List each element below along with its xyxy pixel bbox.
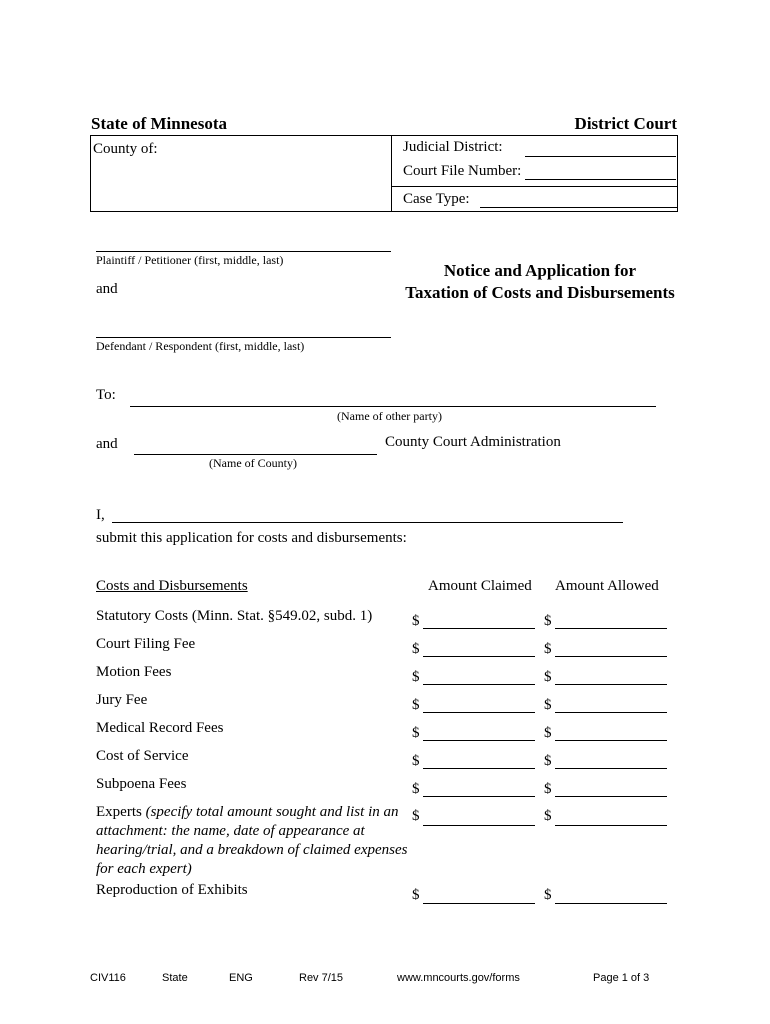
footer-language: ENG <box>229 972 253 984</box>
judicial-district-field[interactable] <box>525 156 676 157</box>
applicant-name-field[interactable] <box>112 522 623 523</box>
i-label: I, <box>96 507 105 523</box>
cost-label-subpoena: Subpoena Fees <box>96 776 187 792</box>
cost-label-medical: Medical Record Fees <box>96 720 224 736</box>
footer-page-number: Page 1 of 3 <box>593 972 650 984</box>
allowed-amount-field[interactable] <box>555 903 667 904</box>
allowed-currency: $ <box>544 808 552 824</box>
footer-revision: Rev 7/15 <box>299 972 344 984</box>
caption-divider <box>391 136 392 211</box>
claimed-amount-field[interactable] <box>423 684 535 685</box>
court-file-number-label: Court File Number: <box>403 163 522 179</box>
defendant-field[interactable] <box>96 337 391 338</box>
claimed-currency: $ <box>412 808 420 824</box>
allowed-amount-field[interactable] <box>555 768 667 769</box>
claimed-currency: $ <box>412 887 420 903</box>
case-type-label: Case Type: <box>403 191 470 207</box>
claimed-currency: $ <box>412 613 420 629</box>
allowed-amount-field[interactable] <box>555 628 667 629</box>
allowed-amount-field[interactable] <box>555 712 667 713</box>
claimed-currency: $ <box>412 781 420 797</box>
claimed-amount-field[interactable] <box>423 903 535 904</box>
plaintiff-field[interactable] <box>96 251 391 252</box>
claimed-amount-field[interactable] <box>423 796 535 797</box>
county-label: County of: <box>93 141 158 157</box>
amount-claimed-heading: Amount Claimed <box>428 578 532 594</box>
experts-label: Experts <box>96 804 142 820</box>
allowed-currency: $ <box>544 669 552 685</box>
judicial-district-label: Judicial District: <box>403 139 503 155</box>
other-party-caption: (Name of other party) <box>337 409 442 423</box>
claimed-currency: $ <box>412 641 420 657</box>
county-caption: (Name of County) <box>209 456 297 470</box>
defendant-caption: Defendant / Respondent (first, middle, last) <box>96 339 305 353</box>
caption-row-divider <box>392 186 678 187</box>
allowed-currency: $ <box>544 781 552 797</box>
claimed-amount-field[interactable] <box>423 712 535 713</box>
plaintiff-caption: Plaintiff / Petitioner (first, middle, last) <box>96 253 284 267</box>
claimed-amount-field[interactable] <box>423 825 535 826</box>
allowed-currency: $ <box>544 753 552 769</box>
allowed-currency: $ <box>544 887 552 903</box>
experts-note: (specify total amount sought and list in an attachment: the name, date of appearance at hearing/trial, and a breakdown of claimed expenses for each expert) <box>96 804 408 877</box>
other-party-field[interactable] <box>130 406 656 407</box>
allowed-amount-field[interactable] <box>555 656 667 657</box>
cost-label-experts <box>96 803 411 879</box>
cost-label-motion: Motion Fees <box>96 664 172 680</box>
allowed-amount-field[interactable] <box>555 740 667 741</box>
footer-website[interactable]: www.mncourts.gov/forms <box>397 972 520 984</box>
allowed-amount-field[interactable] <box>555 825 667 826</box>
amount-allowed-heading: Amount Allowed <box>555 578 659 594</box>
cost-label-reproduction: Reproduction of Exhibits <box>96 882 248 898</box>
allowed-amount-field[interactable] <box>555 684 667 685</box>
footer-form-code: CIV116 <box>90 972 126 984</box>
claimed-amount-field[interactable] <box>423 628 535 629</box>
claimed-amount-field[interactable] <box>423 740 535 741</box>
claimed-amount-field[interactable] <box>423 768 535 769</box>
allowed-currency: $ <box>544 725 552 741</box>
form-title <box>400 260 680 304</box>
caption-box <box>90 135 678 212</box>
claimed-amount-field[interactable] <box>423 656 535 657</box>
county-name-field[interactable] <box>134 454 377 455</box>
case-type-field[interactable] <box>480 207 678 208</box>
state-title: State of Minnesota <box>91 114 227 133</box>
parties-and-label: and <box>96 281 118 297</box>
claimed-currency: $ <box>412 669 420 685</box>
cost-label-filing: Court Filing Fee <box>96 636 196 652</box>
allowed-currency: $ <box>544 697 552 713</box>
notice-and-label: and <box>96 436 118 452</box>
form-title-line2: Taxation of Costs and Disbursements <box>405 283 675 302</box>
allowed-currency: $ <box>544 613 552 629</box>
claimed-currency: $ <box>412 753 420 769</box>
to-label: To: <box>96 387 116 403</box>
claimed-currency: $ <box>412 697 420 713</box>
allowed-amount-field[interactable] <box>555 796 667 797</box>
cost-label-jury: Jury Fee <box>96 692 148 708</box>
form-title-line1: Notice and Application for <box>443 261 637 280</box>
cost-label-statutory: Statutory Costs (Minn. Stat. §549.02, subd. 1) <box>96 608 373 624</box>
costs-heading: Costs and Disbursements <box>96 578 248 594</box>
court-file-number-field[interactable] <box>525 179 676 180</box>
allowed-currency: $ <box>544 641 552 657</box>
claimed-currency: $ <box>412 725 420 741</box>
court-title: District Court <box>574 114 677 133</box>
cost-label-service: Cost of Service <box>96 748 189 764</box>
county-admin-text: County Court Administration <box>385 434 561 450</box>
submit-text: submit this application for costs and disbursements: <box>96 530 407 546</box>
footer-state: State <box>162 972 188 984</box>
